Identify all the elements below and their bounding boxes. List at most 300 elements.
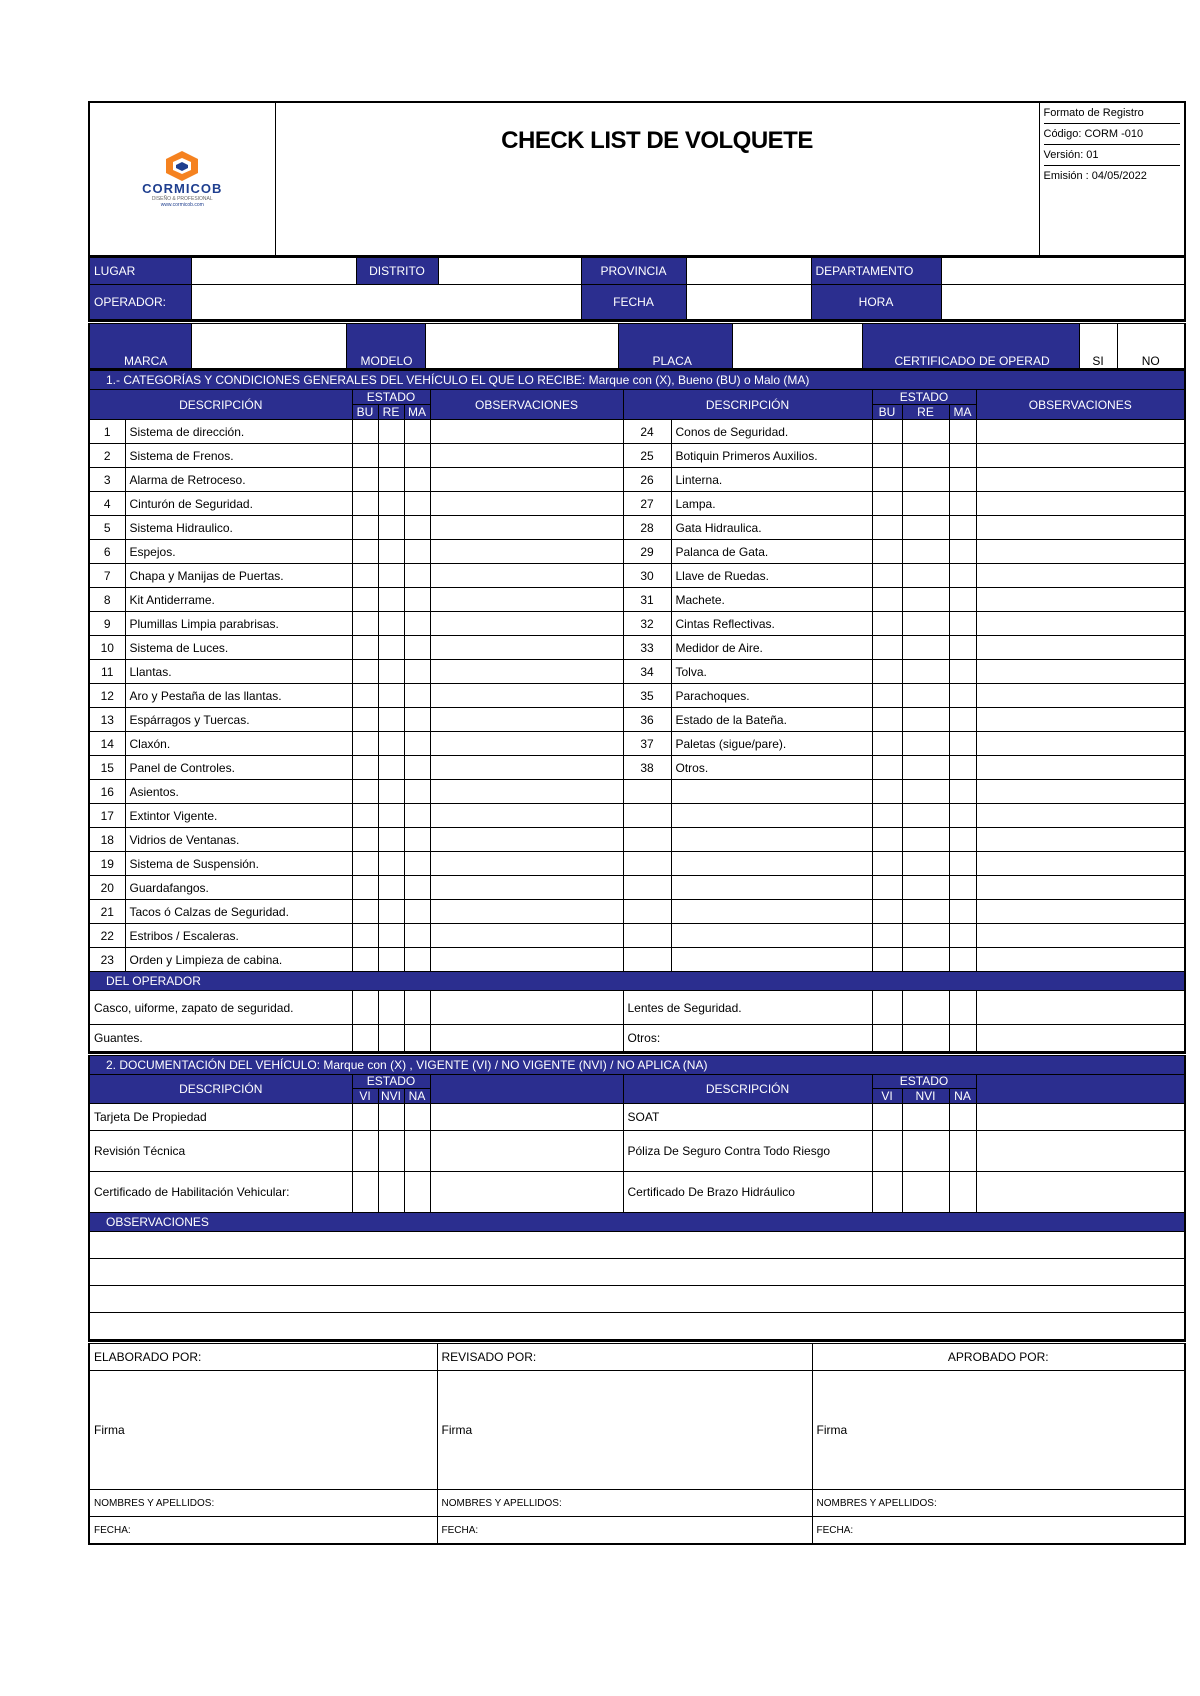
logo-name: CORMICOB: [142, 180, 223, 196]
checkbox-bu[interactable]: [352, 420, 378, 444]
checkbox-no[interactable]: NO: [1117, 323, 1185, 370]
checkbox-bu[interactable]: [352, 564, 378, 588]
checkbox-ma[interactable]: [949, 828, 976, 852]
observation-field[interactable]: [430, 708, 623, 732]
field-modelo[interactable]: [425, 323, 618, 370]
checkbox-re[interactable]: [378, 636, 404, 660]
checkbox-re[interactable]: [902, 636, 949, 660]
observation-field[interactable]: [430, 1025, 623, 1053]
label-provincia: PROVINCIA: [581, 258, 686, 285]
checkbox-vi[interactable]: [352, 1104, 378, 1131]
firma-aprobado[interactable]: Firma: [812, 1371, 1185, 1490]
checkbox-bu[interactable]: [872, 636, 902, 660]
documentation-table: [88, 1053, 1186, 1341]
observation-field[interactable]: [430, 492, 623, 516]
section2-desc-header-left: DESCRIPCIÓN: [89, 1075, 352, 1104]
operator-item-lentes: Lentes de Seguridad.: [623, 991, 872, 1025]
checkbox-ma[interactable]: [404, 588, 430, 612]
checkbox-bu[interactable]: [352, 900, 378, 924]
checkbox-re[interactable]: [378, 828, 404, 852]
field-hora[interactable]: [941, 285, 1185, 321]
checkbox-re[interactable]: [902, 660, 949, 684]
item-number: 24: [623, 420, 671, 444]
checkbox-ma[interactable]: [949, 804, 976, 828]
label-marca: MARCA: [89, 323, 191, 370]
checkbox-na[interactable]: [404, 1131, 430, 1172]
checkbox-ma[interactable]: [949, 660, 976, 684]
observaciones-line[interactable]: [89, 1232, 1185, 1259]
checkbox-bu[interactable]: [352, 732, 378, 756]
checkbox-bu[interactable]: [352, 948, 378, 972]
checkbox-ma[interactable]: [949, 444, 976, 468]
observation-field[interactable]: [430, 828, 623, 852]
checkbox-re[interactable]: [902, 828, 949, 852]
checkbox-re[interactable]: [902, 588, 949, 612]
checkbox-vi[interactable]: [352, 1131, 378, 1172]
checkbox-ma[interactable]: [404, 564, 430, 588]
observation-field[interactable]: [976, 900, 1185, 924]
document-meta: [1040, 103, 1185, 186]
checkbox-nvi[interactable]: [378, 1104, 404, 1131]
checkbox-ma[interactable]: [949, 948, 976, 972]
checkbox-re[interactable]: [378, 900, 404, 924]
checkbox-bu[interactable]: [872, 516, 902, 540]
observation-field[interactable]: [430, 420, 623, 444]
col-nvi: NVI: [902, 1089, 949, 1104]
observation-field[interactable]: [430, 1172, 623, 1213]
checkbox-bu[interactable]: [352, 468, 378, 492]
checkbox-bu[interactable]: [872, 588, 902, 612]
checkbox-re[interactable]: [378, 516, 404, 540]
checkbox-bu[interactable]: [872, 612, 902, 636]
checkbox-ma[interactable]: [404, 708, 430, 732]
checkbox-re[interactable]: [378, 948, 404, 972]
checkbox-bu[interactable]: [352, 540, 378, 564]
observation-field[interactable]: [430, 684, 623, 708]
checkbox-ma[interactable]: [404, 756, 430, 780]
checkbox-bu[interactable]: [872, 564, 902, 588]
checkbox-ma[interactable]: [949, 468, 976, 492]
observation-field[interactable]: [430, 516, 623, 540]
vehicle-info-table: [88, 321, 1186, 370]
checkbox-na[interactable]: [949, 1104, 976, 1131]
checkbox-re[interactable]: [378, 444, 404, 468]
checkbox-ma[interactable]: [404, 852, 430, 876]
checkbox-vi[interactable]: [872, 1172, 902, 1213]
field-marca[interactable]: [191, 323, 346, 370]
observaciones-line[interactable]: [89, 1259, 1185, 1286]
item-number: 20: [89, 876, 125, 900]
checkbox-bu[interactable]: [872, 756, 902, 780]
observation-field[interactable]: [976, 804, 1185, 828]
checkbox-re[interactable]: [902, 708, 949, 732]
checkbox-bu[interactable]: [352, 828, 378, 852]
checkbox-ma[interactable]: [404, 444, 430, 468]
field-fecha[interactable]: [686, 285, 811, 321]
revisado-label: REVISADO POR:: [437, 1343, 812, 1371]
checkbox-re[interactable]: [378, 780, 404, 804]
observation-field[interactable]: [976, 828, 1185, 852]
checkbox-na[interactable]: [949, 1172, 976, 1213]
observation-field[interactable]: [976, 420, 1185, 444]
checkbox-re[interactable]: [902, 564, 949, 588]
checkbox-re[interactable]: [902, 612, 949, 636]
item-number: [623, 948, 671, 972]
checkbox-re[interactable]: [378, 564, 404, 588]
observation-field[interactable]: [976, 444, 1185, 468]
firma-revisado[interactable]: Firma: [437, 1371, 812, 1490]
observation-field[interactable]: [976, 780, 1185, 804]
checkbox-bu[interactable]: [872, 420, 902, 444]
checkbox-bu[interactable]: [352, 876, 378, 900]
logo-url: www.cormicob.com: [160, 201, 204, 208]
field-distrito[interactable]: [438, 258, 581, 285]
checkbox-ma[interactable]: [404, 828, 430, 852]
checkbox-ma[interactable]: [404, 660, 430, 684]
table-row: [89, 468, 1185, 492]
checkbox-bu[interactable]: [352, 1025, 378, 1053]
item-number: [623, 900, 671, 924]
checkbox-ma[interactable]: [949, 1025, 976, 1053]
checkbox-bu[interactable]: [352, 636, 378, 660]
observation-field[interactable]: [976, 540, 1185, 564]
checkbox-bu[interactable]: [352, 852, 378, 876]
checkbox-bu[interactable]: [352, 756, 378, 780]
checkbox-re[interactable]: [378, 420, 404, 444]
checkbox-vi[interactable]: [872, 1131, 902, 1172]
observation-field[interactable]: [430, 732, 623, 756]
checkbox-bu[interactable]: [352, 780, 378, 804]
checkbox-re[interactable]: [378, 492, 404, 516]
observation-field[interactable]: [976, 852, 1185, 876]
checkbox-re[interactable]: [378, 684, 404, 708]
field-departamento[interactable]: [941, 258, 1185, 285]
checkbox-bu[interactable]: [872, 991, 902, 1025]
checkbox-bu[interactable]: [352, 660, 378, 684]
checkbox-ma[interactable]: [404, 684, 430, 708]
nombres-aprobado[interactable]: NOMBRES Y APELLIDOS:: [812, 1490, 1185, 1517]
doc-item-soat: SOAT: [623, 1104, 872, 1131]
observation-field[interactable]: [976, 991, 1185, 1025]
checkbox-bu[interactable]: [872, 684, 902, 708]
item-number: 6: [89, 540, 125, 564]
checkbox-ma[interactable]: [949, 564, 976, 588]
checkbox-re[interactable]: [378, 732, 404, 756]
observation-field[interactable]: [430, 924, 623, 948]
item-description: Panel de Controles.: [125, 756, 352, 780]
checkbox-re[interactable]: [378, 468, 404, 492]
item-number: 21: [89, 900, 125, 924]
checkbox-re[interactable]: [902, 804, 949, 828]
checkbox-re[interactable]: [902, 540, 949, 564]
observation-field[interactable]: [976, 732, 1185, 756]
label-departamento: DEPARTAMENTO: [811, 258, 941, 285]
checkbox-bu[interactable]: [352, 684, 378, 708]
checkbox-ma[interactable]: [404, 1025, 430, 1053]
field-placa[interactable]: [732, 323, 862, 370]
checkbox-re[interactable]: [378, 804, 404, 828]
checkbox-bu[interactable]: [352, 612, 378, 636]
checkbox-re[interactable]: [378, 876, 404, 900]
checkbox-re[interactable]: [378, 1025, 404, 1053]
checkbox-ma[interactable]: [949, 516, 976, 540]
item-description: [671, 804, 872, 828]
observation-field[interactable]: [430, 444, 623, 468]
observation-field[interactable]: [976, 1025, 1185, 1053]
label-lugar: LUGAR: [89, 258, 191, 285]
checkbox-nvi[interactable]: [378, 1131, 404, 1172]
checkbox-bu[interactable]: [872, 852, 902, 876]
checkbox-ma[interactable]: [949, 492, 976, 516]
field-lugar[interactable]: [191, 258, 356, 285]
checkbox-na[interactable]: [404, 1172, 430, 1213]
checkbox-bu[interactable]: [872, 660, 902, 684]
observation-field[interactable]: [976, 612, 1185, 636]
checkbox-ma[interactable]: [949, 924, 976, 948]
observation-field[interactable]: [976, 948, 1185, 972]
checkbox-ma[interactable]: [949, 684, 976, 708]
checkbox-vi[interactable]: [872, 1104, 902, 1131]
observation-field[interactable]: [976, 564, 1185, 588]
observation-field[interactable]: [430, 612, 623, 636]
checkbox-re[interactable]: [902, 876, 949, 900]
table-row: [89, 852, 1185, 876]
checkbox-re[interactable]: [902, 924, 949, 948]
checkbox-na[interactable]: [404, 1104, 430, 1131]
observation-field[interactable]: [976, 1172, 1185, 1213]
checkbox-re[interactable]: [902, 900, 949, 924]
checkbox-re[interactable]: [902, 991, 949, 1025]
checkbox-ma[interactable]: [949, 612, 976, 636]
checkbox-bu[interactable]: [872, 924, 902, 948]
field-provincia[interactable]: [686, 258, 811, 285]
observation-field[interactable]: [430, 991, 623, 1025]
fecha-revisado[interactable]: FECHA:: [437, 1517, 812, 1545]
doc-item-habilitacion: Certificado de Habilitación Vehicular:: [89, 1172, 352, 1213]
checkbox-nvi[interactable]: [378, 1172, 404, 1213]
checkbox-bu[interactable]: [872, 708, 902, 732]
table-row: [89, 708, 1185, 732]
checkbox-bu[interactable]: [872, 948, 902, 972]
checkbox-re[interactable]: [902, 516, 949, 540]
checkbox-ma[interactable]: [404, 492, 430, 516]
checkbox-ma[interactable]: [949, 588, 976, 612]
observation-field[interactable]: [430, 948, 623, 972]
checklist-sheet: [88, 101, 1186, 1545]
checkbox-ma[interactable]: [404, 612, 430, 636]
checkbox-ma[interactable]: [404, 924, 430, 948]
checkbox-re[interactable]: [378, 708, 404, 732]
checkbox-ma[interactable]: [404, 732, 430, 756]
item-description: Asientos.: [125, 780, 352, 804]
checkbox-ma[interactable]: [949, 636, 976, 660]
observation-field[interactable]: [976, 636, 1185, 660]
checkbox-re[interactable]: [902, 756, 949, 780]
item-description: [671, 900, 872, 924]
checkbox-ma[interactable]: [404, 540, 430, 564]
observaciones-line[interactable]: [89, 1286, 1185, 1313]
checkbox-ma[interactable]: [404, 516, 430, 540]
table-row: [89, 636, 1185, 660]
checkbox-bu[interactable]: [872, 540, 902, 564]
checkbox-bu[interactable]: [872, 900, 902, 924]
checkbox-re[interactable]: [902, 780, 949, 804]
observation-field[interactable]: [976, 468, 1185, 492]
item-number: 5: [89, 516, 125, 540]
observation-field[interactable]: [976, 492, 1185, 516]
checkbox-bu[interactable]: [872, 828, 902, 852]
checkbox-ma[interactable]: [404, 991, 430, 1025]
checkbox-bu[interactable]: [352, 924, 378, 948]
item-description: Gata Hidraulica.: [671, 516, 872, 540]
meta-cell: [1039, 102, 1185, 256]
checkbox-re[interactable]: [378, 588, 404, 612]
observation-field[interactable]: [430, 588, 623, 612]
checkbox-ma[interactable]: [949, 876, 976, 900]
observation-field[interactable]: [976, 876, 1185, 900]
item-number: [623, 780, 671, 804]
checkbox-ma[interactable]: [404, 948, 430, 972]
checkbox-re[interactable]: [378, 991, 404, 1025]
checkbox-bu[interactable]: [352, 991, 378, 1025]
observation-field[interactable]: [430, 852, 623, 876]
observation-field[interactable]: [430, 564, 623, 588]
checkbox-re[interactable]: [902, 444, 949, 468]
observation-field[interactable]: [430, 876, 623, 900]
checkbox-bu[interactable]: [352, 588, 378, 612]
observation-field[interactable]: [430, 900, 623, 924]
checkbox-ma[interactable]: [949, 732, 976, 756]
checkbox-bu[interactable]: [352, 708, 378, 732]
checkbox-bu[interactable]: [872, 444, 902, 468]
checkbox-ma[interactable]: [404, 900, 430, 924]
checkbox-ma[interactable]: [949, 852, 976, 876]
item-description: [671, 948, 872, 972]
item-description: Plumillas Limpia parabrisas.: [125, 612, 352, 636]
observation-field[interactable]: [430, 1104, 623, 1131]
checkbox-re[interactable]: [902, 732, 949, 756]
checkbox-ma[interactable]: [949, 540, 976, 564]
observation-field[interactable]: [976, 924, 1185, 948]
observation-field[interactable]: [976, 684, 1185, 708]
checkbox-bu[interactable]: [872, 732, 902, 756]
operator-section-title: DEL OPERADOR: [89, 972, 1185, 991]
checkbox-ma[interactable]: [404, 420, 430, 444]
observation-field[interactable]: [430, 636, 623, 660]
checkbox-bu[interactable]: [872, 804, 902, 828]
checkbox-ma[interactable]: [949, 756, 976, 780]
checkbox-ma[interactable]: [404, 876, 430, 900]
checkbox-nvi[interactable]: [902, 1172, 949, 1213]
item-description: Kit Antiderrame.: [125, 588, 352, 612]
observation-field[interactable]: [976, 1104, 1185, 1131]
checkbox-bu[interactable]: [872, 468, 902, 492]
observation-field[interactable]: [976, 708, 1185, 732]
checkbox-bu[interactable]: [872, 876, 902, 900]
nombres-elaborado[interactable]: NOMBRES Y APELLIDOS:: [89, 1490, 437, 1517]
checkbox-re[interactable]: [378, 756, 404, 780]
fecha-aprobado[interactable]: FECHA:: [812, 1517, 1185, 1545]
meta-format: Formato de Registro: [1044, 103, 1181, 124]
checkbox-ma[interactable]: [949, 420, 976, 444]
item-number: 9: [89, 612, 125, 636]
checkbox-nvi[interactable]: [902, 1131, 949, 1172]
meta-code: Código: CORM -010: [1044, 124, 1181, 145]
observation-field[interactable]: [430, 1131, 623, 1172]
checkbox-bu[interactable]: [352, 804, 378, 828]
observation-field[interactable]: [976, 516, 1185, 540]
checkbox-ma[interactable]: [404, 804, 430, 828]
checkbox-re[interactable]: [378, 540, 404, 564]
observation-field[interactable]: [430, 540, 623, 564]
checkbox-bu[interactable]: [352, 444, 378, 468]
item-number: 29: [623, 540, 671, 564]
checkbox-bu[interactable]: [872, 780, 902, 804]
checkbox-ma[interactable]: [949, 991, 976, 1025]
observation-field[interactable]: [976, 1131, 1185, 1172]
nombres-revisado[interactable]: NOMBRES Y APELLIDOS:: [437, 1490, 812, 1517]
checkbox-re[interactable]: [902, 684, 949, 708]
checkbox-ma[interactable]: [949, 708, 976, 732]
checkbox-bu[interactable]: [872, 1025, 902, 1053]
checkbox-re[interactable]: [378, 924, 404, 948]
observation-field[interactable]: [430, 756, 623, 780]
field-operador[interactable]: [191, 285, 581, 321]
checkbox-ma[interactable]: [404, 780, 430, 804]
checkbox-na[interactable]: [949, 1131, 976, 1172]
checkbox-re[interactable]: [902, 420, 949, 444]
observation-field[interactable]: [430, 468, 623, 492]
table-row: [89, 444, 1185, 468]
table-row: [89, 612, 1185, 636]
checkbox-nvi[interactable]: [902, 1104, 949, 1131]
checkbox-ma[interactable]: [949, 780, 976, 804]
item-number: 35: [623, 684, 671, 708]
observation-field[interactable]: [976, 756, 1185, 780]
item-number: [623, 924, 671, 948]
observation-field[interactable]: [430, 660, 623, 684]
checkbox-re[interactable]: [902, 1025, 949, 1053]
checkbox-vi[interactable]: [352, 1172, 378, 1213]
checkbox-ma[interactable]: [404, 636, 430, 660]
item-number: [623, 852, 671, 876]
checkbox-re[interactable]: [378, 660, 404, 684]
firma-elaborado[interactable]: Firma: [89, 1371, 437, 1490]
table-row: [89, 564, 1185, 588]
checkbox-bu[interactable]: [872, 492, 902, 516]
checkbox-re[interactable]: [902, 492, 949, 516]
checkbox-ma[interactable]: [404, 468, 430, 492]
checkbox-si[interactable]: SI: [1079, 323, 1117, 370]
checkbox-bu[interactable]: [352, 516, 378, 540]
logo-cell: [89, 102, 275, 256]
checkbox-ma[interactable]: [949, 900, 976, 924]
checkbox-re[interactable]: [378, 852, 404, 876]
item-number: 19: [89, 852, 125, 876]
observaciones-line[interactable]: [89, 1313, 1185, 1341]
observation-field[interactable]: [976, 588, 1185, 612]
checkbox-re[interactable]: [378, 612, 404, 636]
checkbox-bu[interactable]: [352, 492, 378, 516]
observation-field[interactable]: [976, 660, 1185, 684]
checkbox-re[interactable]: [902, 468, 949, 492]
observation-field[interactable]: [430, 780, 623, 804]
item-description: Guardafangos.: [125, 876, 352, 900]
fecha-elaborado[interactable]: FECHA:: [89, 1517, 437, 1545]
checkbox-re[interactable]: [902, 852, 949, 876]
checkbox-re[interactable]: [902, 948, 949, 972]
observation-field[interactable]: [430, 804, 623, 828]
